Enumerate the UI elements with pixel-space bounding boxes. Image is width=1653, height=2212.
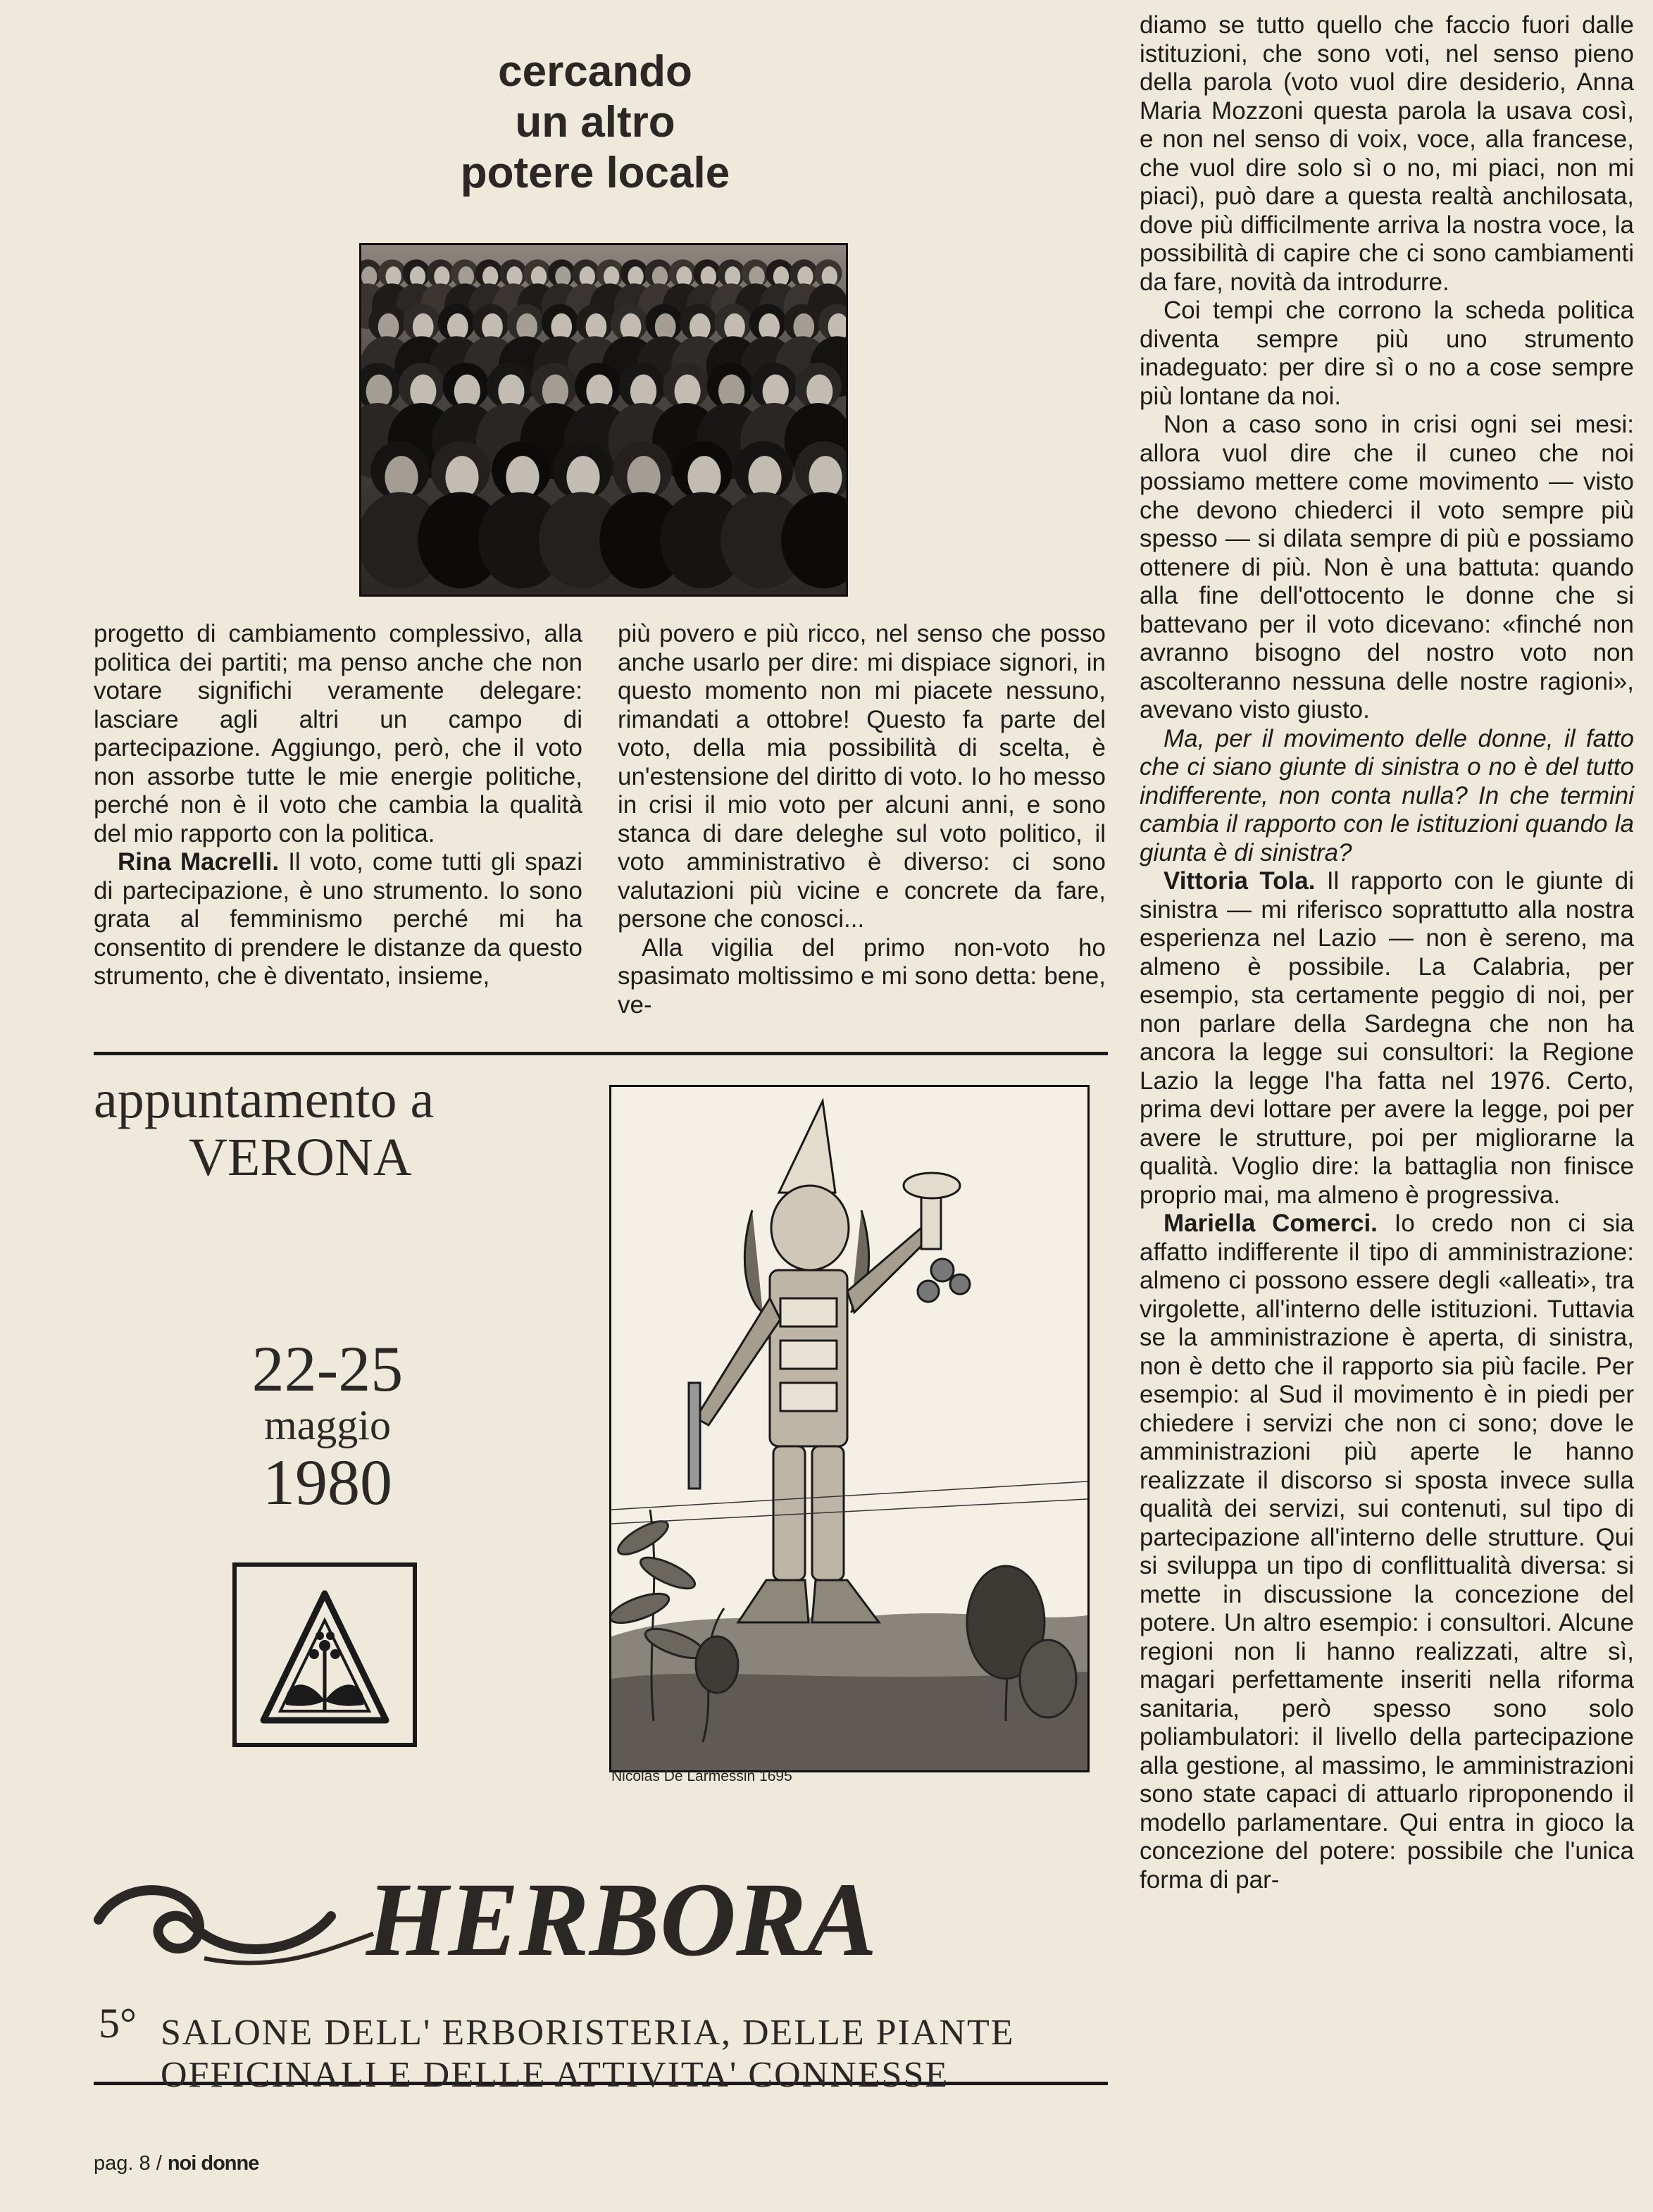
- ad-month: maggio: [264, 1402, 391, 1448]
- page-number: pag. 8: [94, 2152, 151, 2175]
- paragraph-text: progetto di cambiamento complessivo, alla politica dei partiti; ma penso anche che non votare significhi veramente delegare: lasciare agli altri un campo di partecipazione. Aggiungo, però, che il voto non assorbe tutte le mie energie politiche, perché non è il voto che cambia la qualità del mio rapporto con la politica.: [94, 620, 582, 847]
- speaker-name: Vittoria Tola.: [1164, 867, 1316, 895]
- paragraph-text: Il voto, come tutti gli spazi di partecipazione, è uno strumento. Io sono grata al femminismo perché mi ha consentito di prendere le distanze da questo strumento, che è diventato, insieme,: [94, 848, 583, 990]
- headline-line-1: cercando: [498, 47, 692, 96]
- article-column-middle: [618, 620, 1106, 1019]
- ad-year: 1980: [263, 1446, 392, 1518]
- ad-days: 22-25: [251, 1333, 404, 1405]
- paragraph: [1140, 411, 1634, 725]
- article-headline: [394, 46, 796, 199]
- alchemist-figure-illustration: [611, 1087, 1087, 1770]
- engraving-caption: Nicolas De Larmessin 1695: [611, 1768, 792, 1784]
- paragraph: [94, 848, 582, 991]
- ad-top-rule: [94, 1052, 1108, 1055]
- paragraph: [1140, 11, 1634, 297]
- paragraph: [618, 620, 1106, 934]
- page-footer: [94, 2152, 258, 2175]
- ad-description-line-1: SALONE DELL' ERBORISTERIA, DELLE PIANTE: [161, 2013, 1015, 2053]
- question-text: Ma, per il movimento delle donne, il fatto che ci siano giunte di sinistra o no è del tutto indifferente, non conta nulla? In che termini cambia il rapporto con le istituzioni quando la giunta è di sinistra?: [1140, 724, 1634, 866]
- speaker-name: Rina Macrelli.: [118, 848, 280, 876]
- crowd-photo: [359, 243, 848, 597]
- paragraph: [1140, 297, 1634, 411]
- paragraph-text: diamo se tutto quello che faccio fuori dalle istituzioni, che sono voti, nel senso pieno della parola (voto vuol dire desiderio, Anna Maria Mozzoni questa parola la usava così, e non nel senso di voix, voce, alla francese, che vuol dire solo sì o no, mi piaci, non mi piaci), può dare a questa realtà anchilosata, dove più difficilmente arriva la nostra voce, la possibilità di capire che ci sono cambiamenti da fare, novità da introdurre.: [1140, 11, 1634, 296]
- herbora-swirl-ornament: [92, 1867, 1099, 1972]
- headline-line-3: potere locale: [460, 149, 730, 197]
- paragraph-text: Non a caso sono in crisi ogni sei mesi: allora vuol dire che il cuneo che noi possiamo mettere come movimento — visto che devono chiederci il voto sempre più spesso — si dilata sempre di più e possiamo ottenere di più. Non è una battuta: quando alla fine dell'ottocento le donne che si battevano per il voto dicevano: «finché non avranno bisogno del nostro voto non ascolteranno nessuna delle nostre ragioni», avevano visto giusto.: [1140, 411, 1634, 723]
- paragraph-text: più povero e più ricco, nel senso che posso anche usarlo per dire: mi dispiace signori, in questo momento non mi piacete nessuno, rimandati a ottobre! Questo fa parte del voto, della mia possibilità di scelta, è un'estensione del diritto di voto. Io ho messo in crisi il mio voto per alcuni anni, e sono stanca di dare deleghe sul voto politico, il voto amministrativo è diverso: ci sono valutazioni più vicine e concrete da fare, persone che conosci...: [618, 620, 1106, 933]
- paragraph-text: Il rapporto con le giunte di sinistra — mi riferisco soprattutto alla nostra esperienza nel Lazio — non è sereno, ma almeno è possibile. La Calabria, per esempio, sta certamente peggio di noi, per non parlare della Sardegna che non ha ancora la legge sui consultori: la Regione Lazio la legge l'ha fatta nel 1976. Certo, prima devi lottare per avere la legge, poi per avere le strutture, poi per migliorarne la qualità. Voglio dire: la battaglia non finisce proprio mai, ma almeno è progressiva.: [1140, 867, 1634, 1209]
- article-column-right: [1140, 11, 1634, 1894]
- magazine-name: noi donne: [167, 2152, 259, 2175]
- crowd-photo-graphic: [361, 245, 846, 595]
- speaker-name: Mariella Comerci.: [1164, 1210, 1378, 1237]
- crowd-figures: [361, 259, 846, 588]
- herbora-logo: [232, 1562, 417, 1747]
- ad-description-line-2: OFFICINALI E DELLE ATTIVITA' CONNESSE: [161, 2055, 949, 2095]
- herbora-wordmark: [92, 1867, 1099, 1972]
- ad-edition-number: 5°: [99, 2000, 137, 2046]
- footer-separator: /: [156, 2152, 162, 2175]
- engraving-illustration: [609, 1085, 1090, 1772]
- ad-appointment-heading: [94, 1071, 601, 1186]
- ad-appointment-line-1: appuntamento a: [94, 1070, 435, 1129]
- ad-appointment-line-2: VERONA: [189, 1128, 412, 1187]
- plant-logo-icon: [237, 1567, 413, 1743]
- interview-question: [1140, 725, 1634, 868]
- paragraph: [94, 620, 582, 848]
- herbora-brand-text: HERBORA: [366, 1867, 878, 1972]
- paragraph-text: Coi tempi che corrono la scheda politica diventa sempre più uno strumento inadeguato: per dire sì o no a cose sempre più lontane da noi.: [1140, 297, 1634, 410]
- article-column-left: [94, 620, 582, 991]
- paragraph-text: Io credo non ci sia affatto indifferente il tipo di amministrazione: almeno ci possono essere degli «alleati», tra virgolette, all'interno delle istituzioni. Tuttavia se la amministrazione è aperta, di sinistra, non è detto che il rapporto sia più facile. Per esempio: al Sud il movimento è in piedi per chiedere i servizi che non ci sono; dove le amministrazioni più aperte le hanno realizzate il discorso si sposta invece sulla qualità dei servizi, sui contenuti, sul tipo di partecipazione all'interno delle strutture. Qui si sviluppa un tipo di conflittualità diversa: si mette in discussione la concezione del potere. Un altro esempio: i consultori. Alcune regioni non li hanno realizzati, altre sì, magari perfettamente inseriti nella riforma sanitaria, però spesso sono solo poliambulatori: il livello della partecipazione alla gestione, al massimo, le amministrazioni sono state capaci di attuarlo riproponendo il modello parlamentare. Qui entra in gioco la concezione del potere: possibile che l'unica forma di par-: [1140, 1210, 1634, 1894]
- headline-line-2: un altro: [515, 98, 675, 147]
- paragraph: [1140, 1210, 1634, 1894]
- paragraph-text: Alla vigilia del primo non-voto ho spasimato moltissimo e mi sono detta: bene, ve-: [618, 933, 1106, 1019]
- paragraph: [1140, 867, 1634, 1210]
- ad-dates: [211, 1335, 444, 1517]
- paragraph: [618, 934, 1106, 1020]
